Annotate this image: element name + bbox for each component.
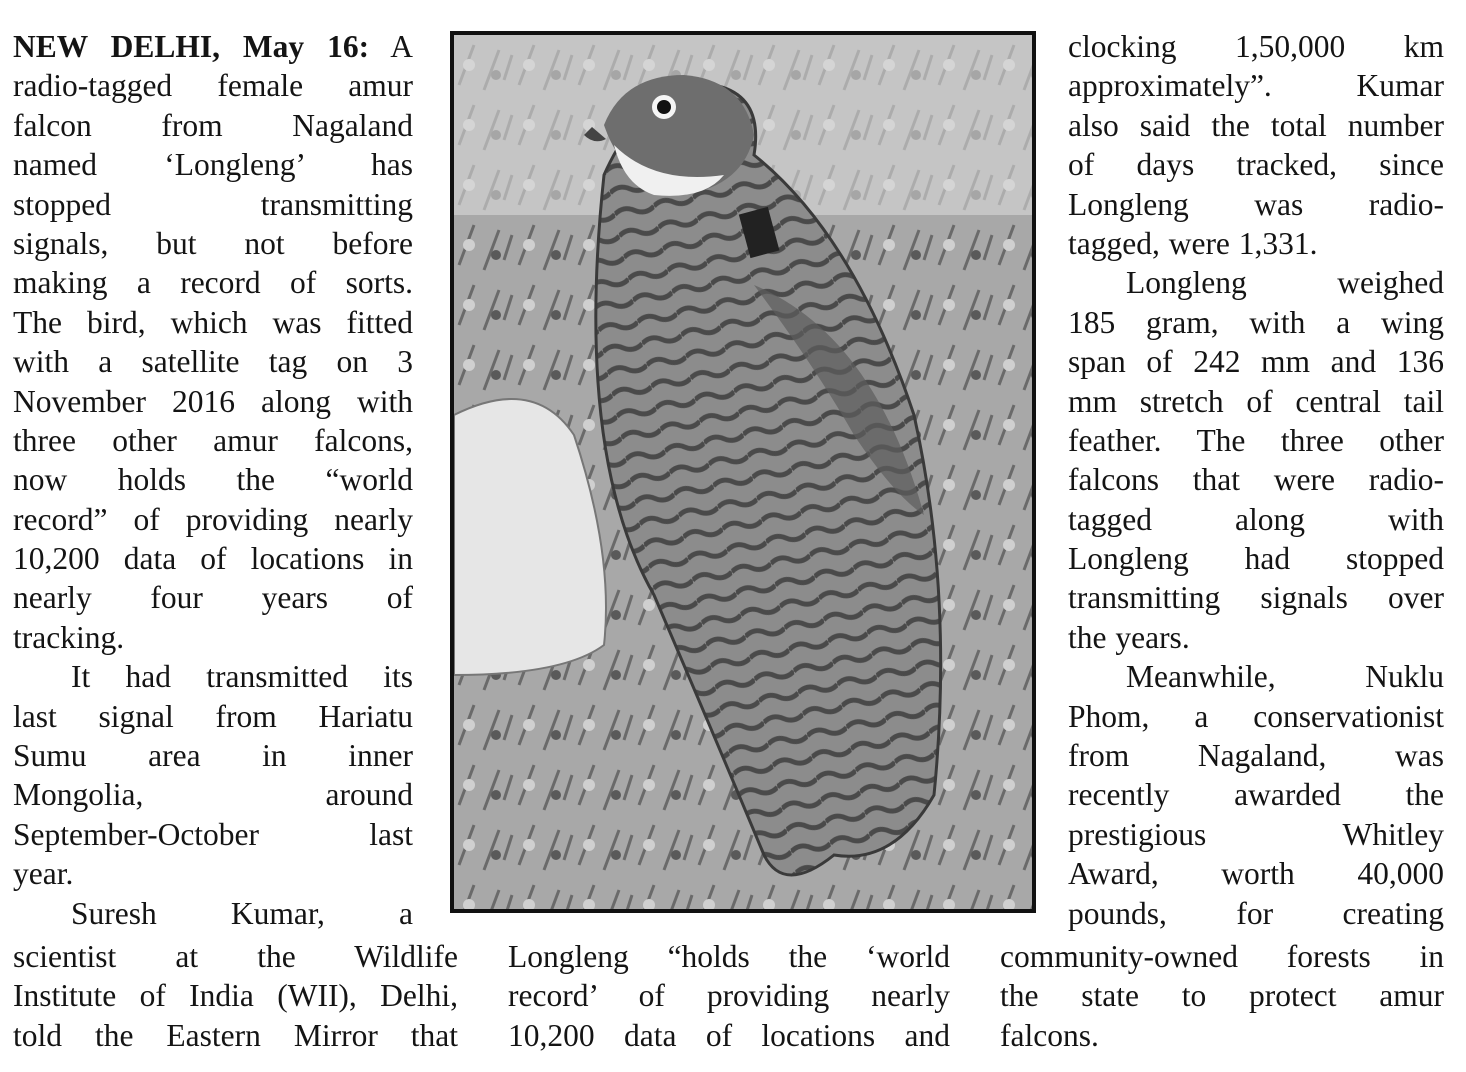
article-line: three other amur falcons, bbox=[13, 422, 413, 458]
article-line: nearly four years of bbox=[13, 580, 413, 616]
article-column-left-bottom bbox=[13, 937, 458, 1055]
article-line: Institute of India (WII), Delhi, bbox=[13, 978, 458, 1014]
article-line: stopped transmitting bbox=[13, 186, 413, 222]
article-line: It had transmitted its bbox=[71, 659, 413, 695]
article-line: making a record of sorts. bbox=[13, 265, 413, 301]
dateline: NEW DELHI, May 16: bbox=[13, 29, 370, 64]
article-line: named ‘Longleng’ has bbox=[13, 147, 413, 183]
article-line: year. bbox=[13, 856, 74, 892]
article-line: of days tracked, since bbox=[1068, 147, 1444, 183]
article-column-right-bottom bbox=[1000, 937, 1444, 1055]
article-line: also said the total number bbox=[1068, 107, 1444, 143]
article-line: The bird, which was fitted bbox=[13, 304, 413, 340]
article-line: span of 242 mm and 136 bbox=[1068, 344, 1444, 380]
article-line: Longleng weighed bbox=[1126, 265, 1444, 301]
article-line: with a satellite tag on 3 bbox=[13, 344, 413, 380]
falcon-photo-illustration bbox=[454, 35, 1032, 909]
article-line: pounds, for creating bbox=[1068, 895, 1444, 931]
falcon-photo bbox=[450, 31, 1036, 913]
article-line: transmitting signals over bbox=[1068, 580, 1444, 616]
article-line: falcons. bbox=[1000, 1017, 1099, 1053]
article-line bbox=[13, 27, 413, 66]
article-line: told the Eastern Mirror that bbox=[13, 1017, 458, 1053]
article-line: Sumu area in inner bbox=[13, 738, 413, 774]
article-line: Suresh Kumar, a bbox=[71, 895, 413, 931]
article-line: last signal from Hariatu bbox=[13, 698, 413, 734]
article-line: Mongolia, around bbox=[13, 777, 413, 813]
article-line: scientist at the Wildlife bbox=[13, 939, 458, 974]
article-line: tagged along with bbox=[1068, 501, 1444, 537]
article-line: Award, worth 40,000 bbox=[1068, 856, 1444, 892]
article-line: the state to protect amur bbox=[1000, 978, 1444, 1014]
article-line: Longleng had stopped bbox=[1068, 541, 1444, 577]
article-line: the years. bbox=[1068, 619, 1190, 655]
article-line: prestigious Whitley bbox=[1068, 816, 1444, 852]
article-line: 185 gram, with a wing bbox=[1068, 304, 1444, 340]
article-text: A bbox=[390, 29, 413, 64]
article-line: 10,200 data of locations in bbox=[13, 541, 413, 577]
article-line: recently awarded the bbox=[1068, 777, 1444, 813]
article-line: tagged, were 1,331. bbox=[1068, 225, 1318, 261]
article-line: mm stretch of central tail bbox=[1068, 383, 1444, 419]
article-line: Meanwhile, Nuklu bbox=[1126, 659, 1444, 695]
article-line: record” of providing nearly bbox=[13, 501, 413, 537]
article-line: signals, but not before bbox=[13, 225, 413, 261]
article-line: record’ of providing nearly bbox=[508, 978, 950, 1014]
article-line: Longleng “holds the ‘world bbox=[508, 939, 950, 974]
article-line: now holds the “world bbox=[13, 462, 413, 498]
article-column-left bbox=[13, 27, 413, 933]
article-line: feather. The three other bbox=[1068, 422, 1444, 458]
article-line: clocking 1,50,000 km bbox=[1068, 29, 1444, 64]
article-line: Phom, a conservationist bbox=[1068, 698, 1444, 734]
article-line: community-owned forests in bbox=[1000, 939, 1444, 974]
article-line: tracking. bbox=[13, 619, 125, 655]
article-line: September-October last bbox=[13, 816, 413, 852]
article-line: falcon from Nagaland bbox=[13, 107, 413, 143]
article-line: falcons that were radio- bbox=[1068, 462, 1444, 498]
article-line: 10,200 data of locations and bbox=[508, 1017, 950, 1053]
article-line: November 2016 along with bbox=[13, 383, 413, 419]
article-line: approximately”. Kumar bbox=[1068, 68, 1444, 104]
article-line: Longleng was radio- bbox=[1068, 186, 1444, 222]
article-line: from Nagaland, was bbox=[1068, 738, 1444, 774]
article-column-right bbox=[1068, 27, 1444, 933]
article-column-middle-bottom bbox=[508, 937, 950, 1055]
article-line: radio-tagged female amur bbox=[13, 68, 413, 104]
